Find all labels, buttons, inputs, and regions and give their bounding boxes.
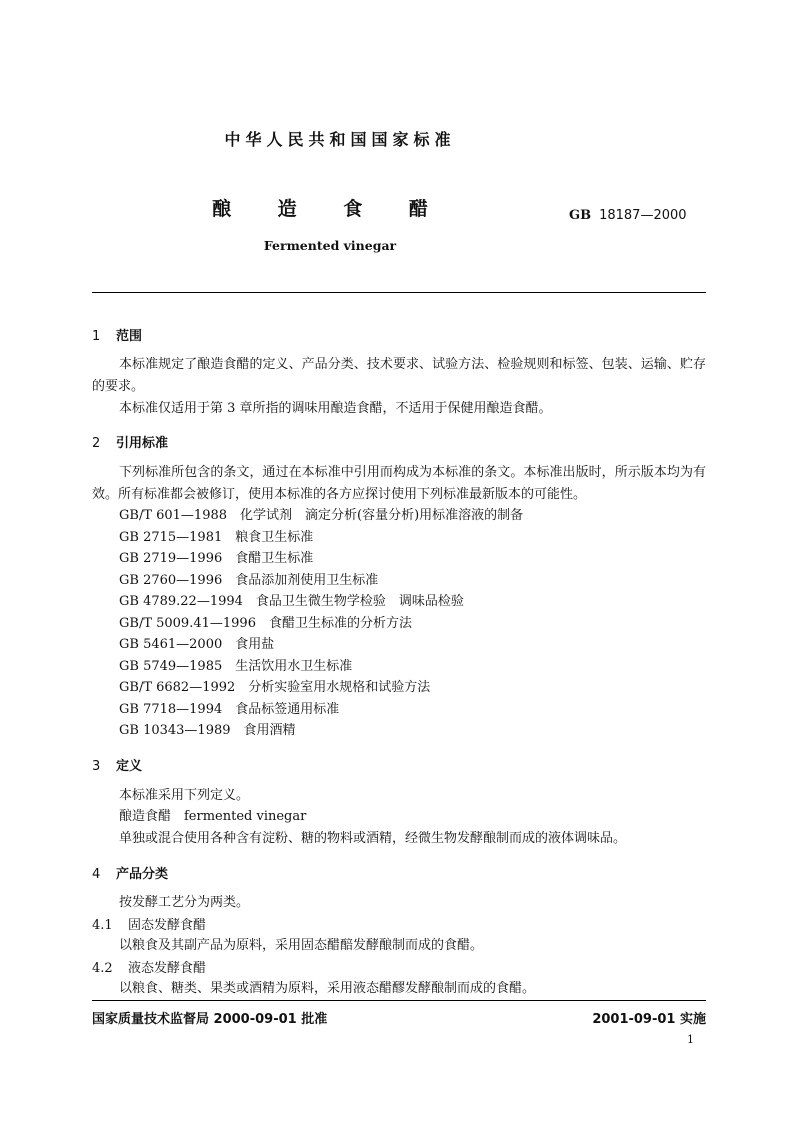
reference-item: GB 4789.22—1994 食品卫生微生物学检验 调味品检验 xyxy=(119,594,464,609)
section-3-paragraph-1: 本标准采用下列定义。 xyxy=(119,788,250,803)
standard-code xyxy=(569,208,687,223)
section-4-paragraph-1: 按发酵工艺分为两类。 xyxy=(119,895,250,910)
section-4-title: 产品分类 xyxy=(116,867,169,882)
section-2-number: 2 xyxy=(92,436,101,451)
section-1-paragraph-1: 本标准规定了酿造食醋的定义、产品分类、技术要求、试验方法、检验规则和标签、包装、运输、贮存的要求。 xyxy=(92,357,706,394)
section-3-number: 3 xyxy=(92,759,101,774)
national-standard-heading: 中华人民共和国国家标准 xyxy=(224,130,456,149)
section-3-title: 定义 xyxy=(116,759,143,774)
standard-code-number: 18187—2000 xyxy=(599,208,687,223)
subsection-4-1-title: 固态发酵食醋 xyxy=(128,918,207,933)
approval-line: 国家质量技术监督局 2000-09-01 批准 xyxy=(92,1012,328,1027)
subsection-4-2-number: 4.2 xyxy=(92,961,113,976)
section-4-heading xyxy=(92,863,168,882)
subsection-4-2-text: 以粮食、糖类、果类或酒精为原料，采用液态醋醪发酵酿制而成的食醋。 xyxy=(119,981,536,996)
reference-item: GB 5461—2000 食用盐 xyxy=(119,637,275,652)
reference-item: GB 10343—1989 食用酒精 xyxy=(119,723,296,738)
reference-item: GB 2715—1981 粮食卫生标准 xyxy=(119,530,314,545)
section-2-intro: 下列标准所包含的条文，通过在本标准中引用而构成为本标准的条文。本标准出版时，所示版本均为有效。所有标准都会被修订，使用本标准的各方应探讨使用下列标准最新版本的可能性。 xyxy=(92,465,706,502)
reference-item: GB 2760—1996 食品添加剂使用卫生标准 xyxy=(119,573,379,588)
implementation-date: 2001-09-01 实施 xyxy=(592,1012,706,1027)
page-number: 1 xyxy=(687,1033,694,1046)
section-1-title: 范围 xyxy=(116,329,143,344)
section-1-paragraph-2: 本标准仅适用于第 3 章所指的调味用酿造食醋，不适用于保健用酿造食醋。 xyxy=(119,401,552,416)
header-divider xyxy=(92,292,706,293)
reference-item: GB/T 6682—1992 分析实验室用水规格和试验方法 xyxy=(119,680,431,695)
subsection-4-1-text: 以粮食及其副产品为原料，采用固态醋醅发酵酿制而成的食醋。 xyxy=(119,938,484,953)
section-2-title: 引用标准 xyxy=(116,436,169,451)
definition-text: 单独或混合使用各种含有淀粉、糖的物料或酒精，经微生物发酵酿制而成的液体调味品。 xyxy=(119,831,627,846)
section-1-heading xyxy=(92,325,142,344)
section-4-number: 4 xyxy=(92,867,101,882)
section-3-heading xyxy=(92,755,142,774)
section-2-heading xyxy=(92,432,168,451)
footer-divider xyxy=(92,1000,706,1001)
subsection-4-2-title: 液态发酵食醋 xyxy=(128,961,207,976)
reference-item: GB/T 601—1988 化学试剂 滴定分析(容量分析)用标准溶液的制备 xyxy=(119,508,524,523)
reference-item: GB/T 5009.41—1996 食醋卫生标准的分析方法 xyxy=(119,616,412,631)
definition-term: 酿造食醋 fermented vinegar xyxy=(119,809,307,824)
english-title: Fermented vinegar xyxy=(263,238,397,253)
subsection-4-2-heading xyxy=(92,957,206,976)
subsection-4-1-heading xyxy=(92,914,206,933)
reference-item: GB 7718—1994 食品标签通用标准 xyxy=(119,702,340,717)
document-title: 酿 造 食 醋 xyxy=(212,198,448,220)
reference-item: GB 2719—1996 食醋卫生标准 xyxy=(119,551,314,566)
reference-item: GB 5749—1985 生活饮用水卫生标准 xyxy=(119,659,353,674)
standard-code-prefix: GB xyxy=(569,208,592,223)
section-1-number: 1 xyxy=(92,329,101,344)
subsection-4-1-number: 4.1 xyxy=(92,918,113,933)
